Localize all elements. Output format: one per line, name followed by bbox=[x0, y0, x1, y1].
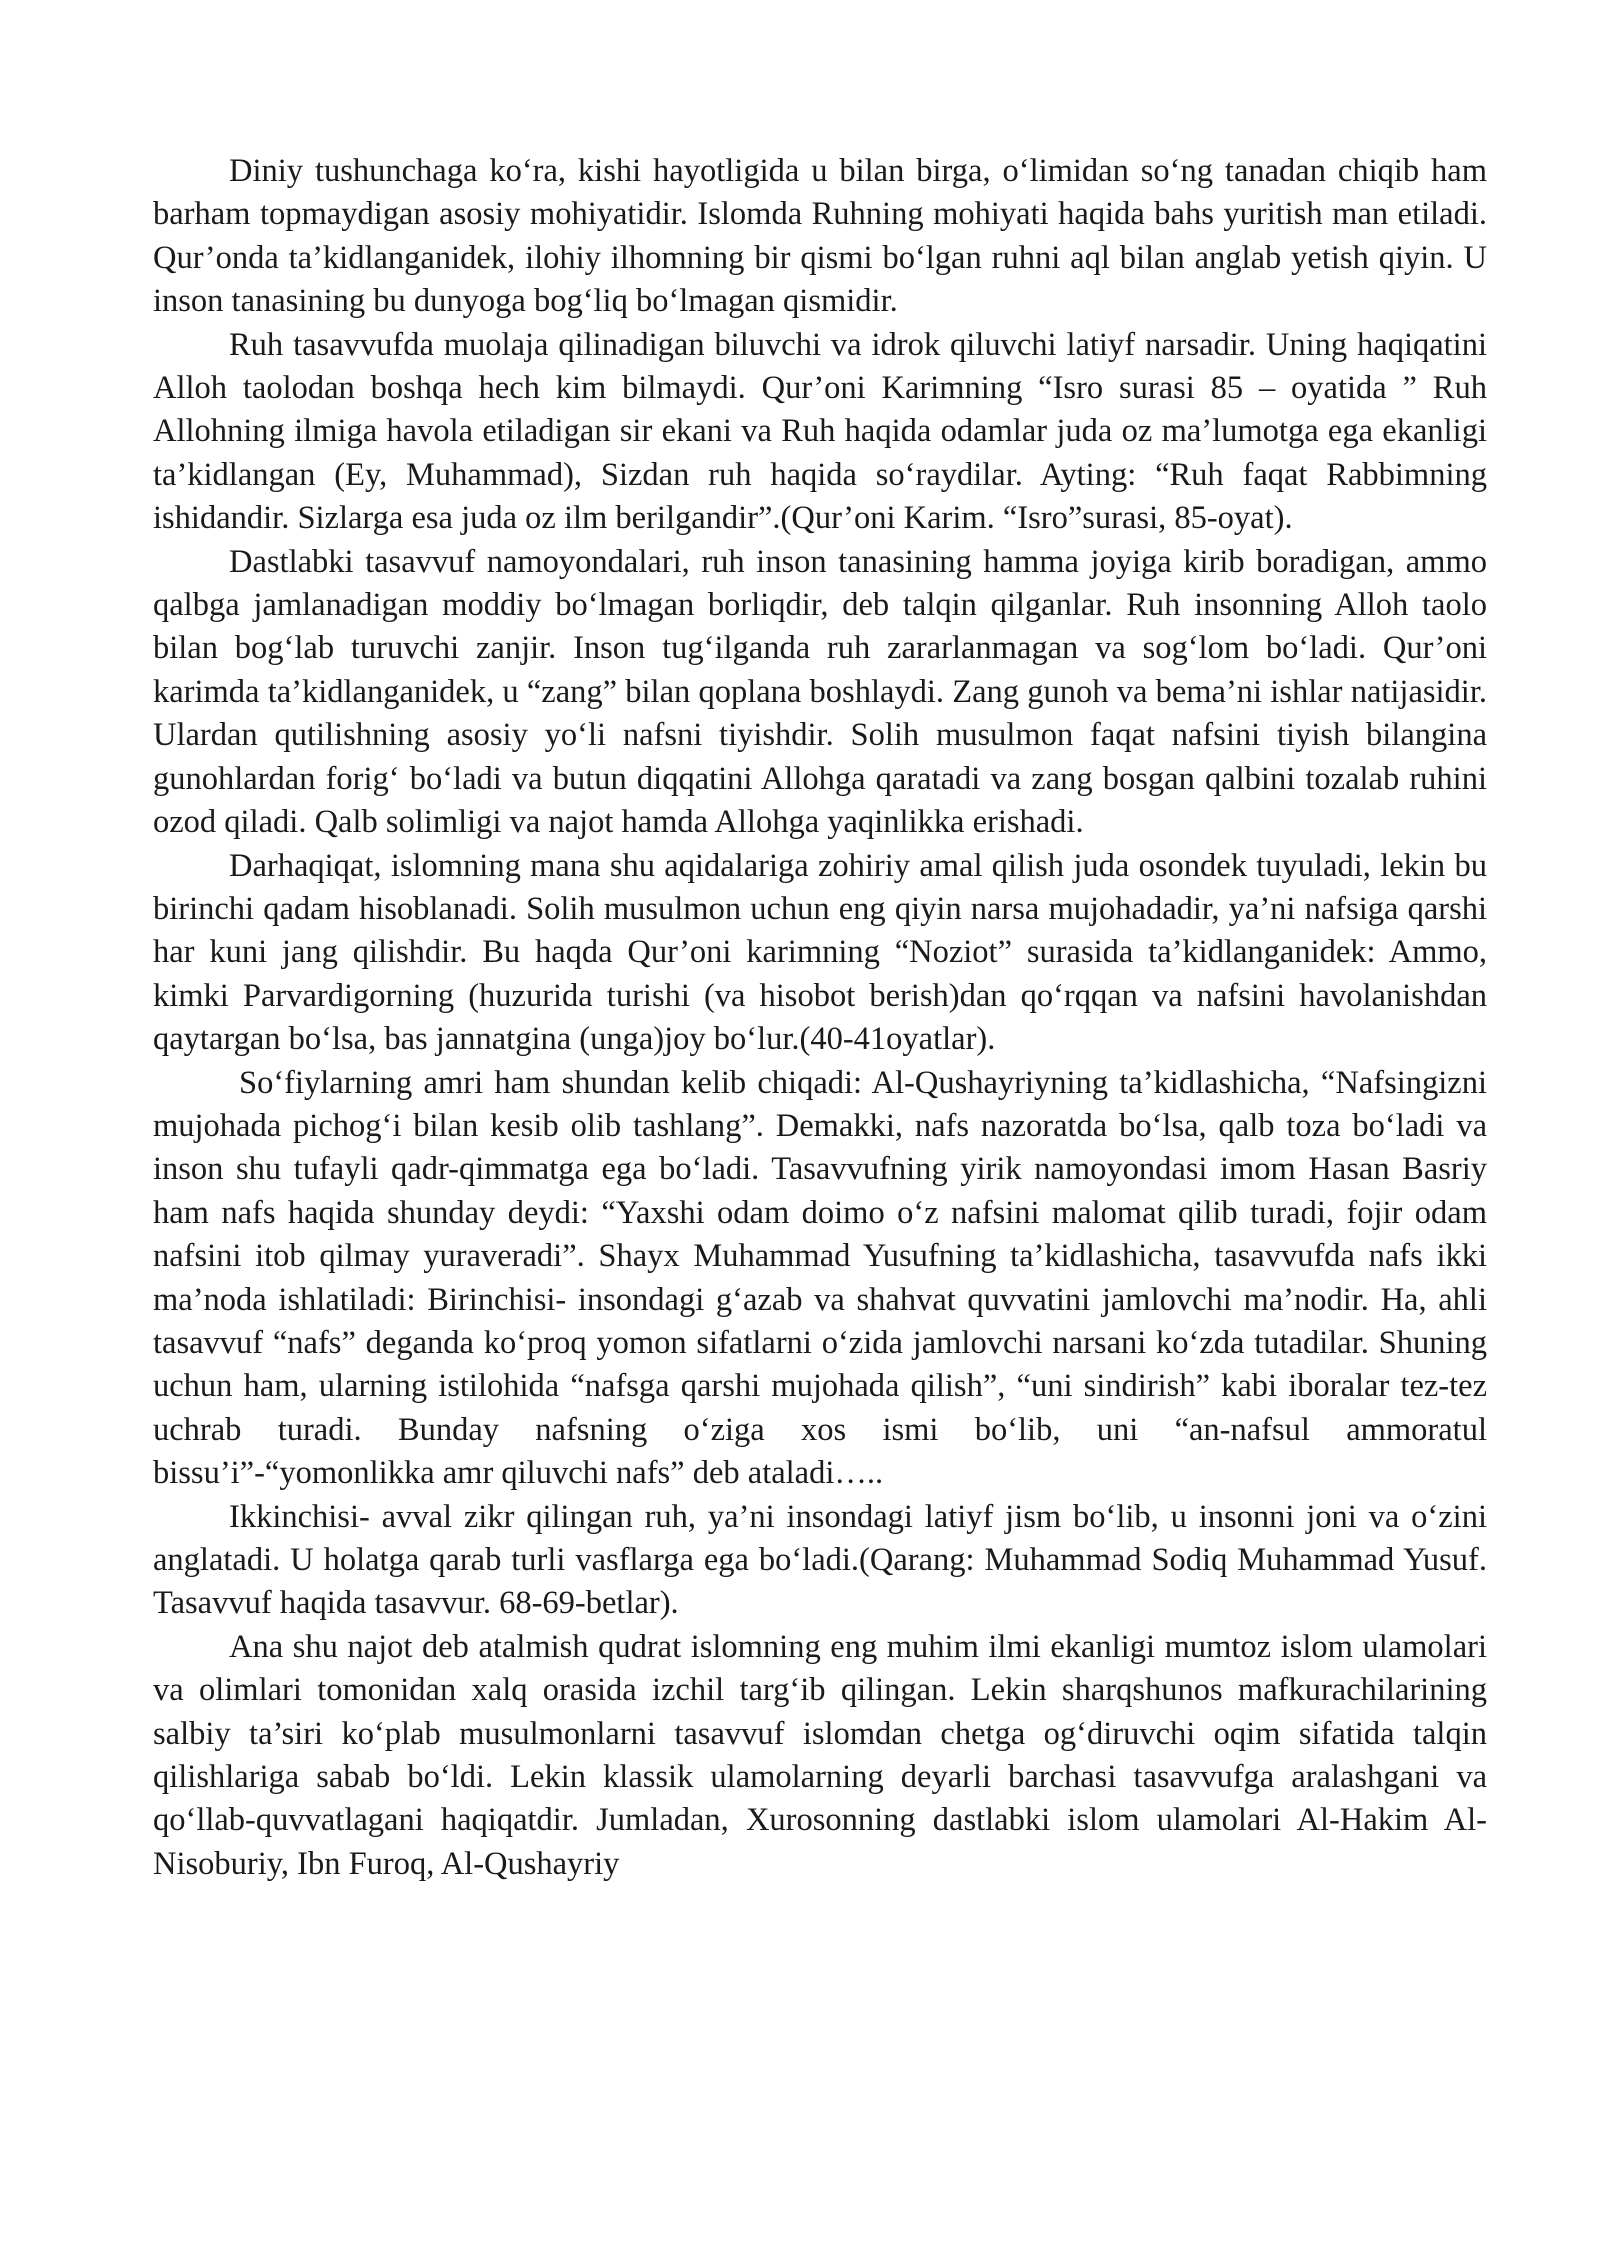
paragraph-ruh-definition: Diniy tushunchaga koʻra, kishi hayotligida u bilan birga, oʻlimidan soʻng tanadan chiqib ham barham topmaydigan asosiy mohiyatidir. Islomda Ruhning mohiyati haqida bahs yuritish man etiladi. Qur’onda ta’kidlanganidek, ilohiy ilhomning bir qismi boʻlgan ruhni aql bilan anglab yetish qiyin. U inson tanasining bu dunyoga bogʻliq boʻlmagan qismidir. bbox=[153, 153, 1487, 320]
document-page bbox=[153, 150, 1487, 1886]
paragraph-najot: Ana shu najot deb atalmish qudrat islomning eng muhim ilmi ekanligi mumtoz islom ulamolari va olimlari tomonidan xalq orasida izchil targʻib qilingan. Lekin sharqshunos mafkurachilarining salbiy ta’siri koʻplab musulmonlarni tasavvuf islomdan chetga ogʻdiruvchi oqim sifatida talqin qilishlariga sabab boʻldi. Lekin klassik ulamolarning deyarli barchasi tasavvufga aralashgani va qoʻllab-quvvatlagani haqiqatdir. Jumladan, Xurosonning dastlabki islom ulamolari Al-Hakim Al-Nisoburiy, Ibn Furoq, Al-Qushayriy bbox=[153, 1628, 1487, 1882]
paragraph-early-tasavvuf: Dastlabki tasavvuf namoyondalari, ruh inson tanasining hamma joyiga kirib boradigan, ammo qalbga jamlanadigan moddiy boʻlmagan borliqdir, deb talqin qilganlar. Ruh insonning Alloh taolo bilan bogʻlab turuvchi zanjir. Inson tugʻilganda ruh zararlanmagan va sogʻlom boʻladi. Qur’oni karimda ta’kidlanganidek, u “zang” bilan qoplana boshlaydi. Zang gunoh va bema’ni ishlar natijasidir. Ulardan qutilishning asosiy yoʻli nafsni tiyishdir. Solih musulmon faqat nafsini tiyish bilangina gunohlardan forigʻ boʻladi va butun diqqatini Allohga qaratadi va zang bosgan qalbini tozalab ruhini ozod qiladi. Qalb solimligi va najot hamda Allohga yaqinlikka erishadi. bbox=[153, 543, 1487, 841]
paragraph-ikkinchisi: Ikkinchisi- avval zikr qilingan ruh, ya’ni insondagi latiyf jism boʻlib, u insonni joni va oʻzini anglatadi. U holatga qarab turli vasflarga ega boʻladi.(Qarang: Muhammad Sodiq Muhammad Yusuf. Tasavvuf haqida tasavvur. 68-69-betlar). bbox=[153, 1498, 1487, 1622]
paragraph-ruh-tasavvuf: Ruh tasavvufda muolaja qilinadigan biluvchi va idrok qiluvchi latiyf narsadir. Uning haqiqatini Alloh taolodan boshqa hech kim bilmaydi. Qur’oni Karimning “Isro surasi 85 – oyatida ” Ruh Allohning ilmiga havola etiladigan sir ekani va Ruh haqida odamlar juda oz ma’lumotga ega ekanligi ta’kidlangan (Ey, Muhammad), Sizdan ruh haqida soʻraydilar. Ayting: “Ruh faqat Rabbimning ishidandir. Sizlarga esa juda oz ilm berilgandir”.(Qur’oni Karim. “Isro”surasi, 85-oyat). bbox=[153, 326, 1487, 537]
paragraph-darhaqiqat: Darhaqiqat, islomning mana shu aqidalariga zohiriy amal qilish juda osondek tuyuladi, lekin bu birinchi qadam hisoblanadi. Solih musulmon uchun eng qiyin narsa mujohadadir, ya’ni nafsiga qarshi har kuni jang qilishdir. Bu haqda Qur’oni karimning “Noziot” surasida ta’kidlanganidek: Ammo, kimki Parvardigorning (huzurida turishi (va hisobot berish)dan qoʻrqqan va nafsini havolanishdan qaytargan boʻlsa, bas jannatgina (unga)joy boʻlur.(40-41oyatlar). bbox=[153, 847, 1487, 1058]
paragraph-sofiylar: Soʻfiylarning amri ham shundan kelib chiqadi: Al-Qushayriyning ta’kidlashicha, “Nafsingizni mujohada pichogʻi bilan kesib olib tashlang”. Demakki, nafs nazoratda boʻlsa, qalb toza boʻladi va inson shu tufayli qadr-qimmatga ega boʻladi. Tasavvufning yirik namoyondasi imom Hasan Basriy ham nafs haqida shunday deydi: “Yaxshi odam doimo oʻz nafsini malomat qilib turadi, fojir odam nafsini itob qilmay yuraveradi”. Shayx Muhammad Yusufning ta’kidlashicha, tasavvufda nafs ikki ma’noda ishlatiladi: Birinchisi- insondagi gʻazab va shahvat quvvatini jamlovchi ma’nodir. Ha, ahli tasavvuf “nafs” deganda koʻproq yomon sifatlarni oʻzida jamlovchi narsani koʻzda tutadilar. Shuning uchun ham, ularning istilohida “nafsga qarshi mujohada qilish”, “uni sindirish” kabi iboralar tez-tez uchrab turadi. Bunday nafsning oʻziga xos ismi boʻlib, uni “an-nafsul ammoratul bissu’i”-“yomonlikka amr qiluvchi nafs” deb ataladi….. bbox=[153, 1064, 1487, 1492]
